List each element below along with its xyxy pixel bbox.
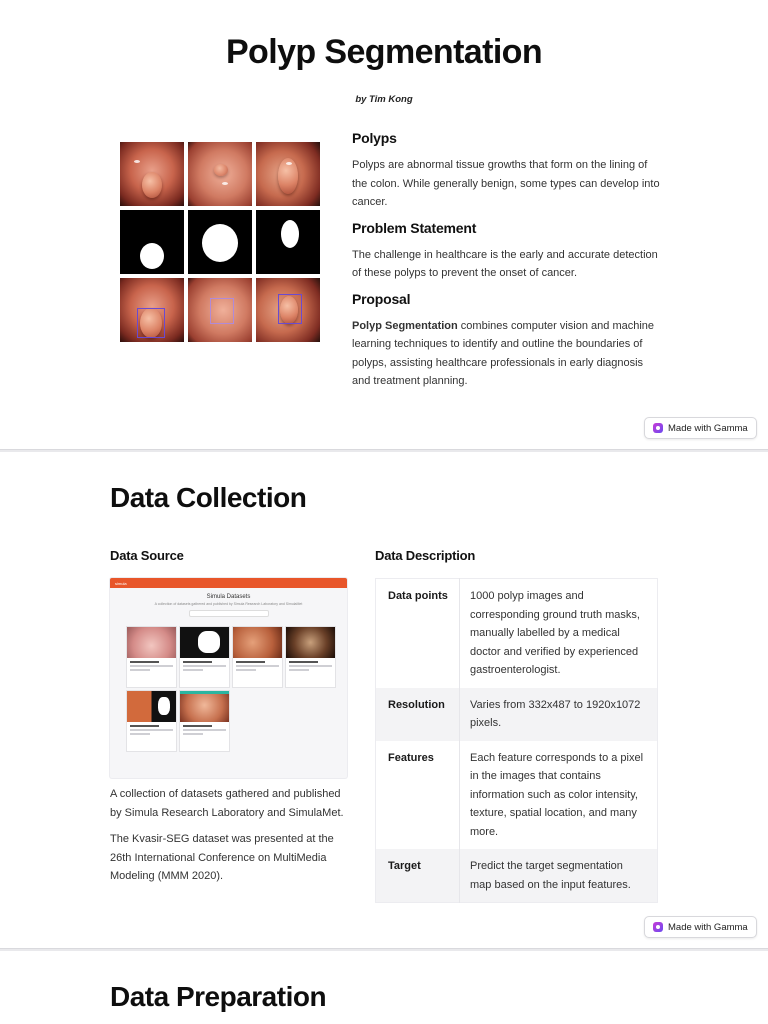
badge-label: Made with Gamma [668, 921, 748, 933]
screenshot-dataset-cards [126, 626, 338, 752]
row-key: Features [376, 741, 460, 850]
row-key: Target [376, 849, 460, 903]
row-value: Predict the target segmentation map based on the input features. [460, 849, 658, 903]
section-heading: Problem Statement [352, 219, 477, 236]
row-value: Varies from 332x487 to 1920x1072 pixels. [460, 688, 658, 741]
slide-title: Polyp Segmentation [225, 33, 543, 71]
section-heading: Polyps [352, 130, 397, 146]
dataset-card [285, 626, 336, 688]
section-body: The challenge in healthcare is the early and accurate detection of these polyps to prevent the onset of cancer. [352, 248, 658, 279]
row-value: Each feature corresponds to a pixel in the images that contains information such as color intensity, texture, spatial location, and many more. [470, 751, 644, 838]
annotated-image [120, 278, 184, 342]
row-key: Data points [376, 579, 460, 688]
body-text: combines computer vision and machine learning techniques to identify and outline the boundaries of polyps, assisting healthcare professionals in early diagnosis and treatment planning. [352, 319, 655, 387]
made-with-gamma-button[interactable] [644, 916, 757, 938]
badge-label: Made with Gamma [668, 422, 748, 434]
segmentation-mask [256, 210, 320, 274]
proposal-section [352, 291, 662, 391]
dataset-card [179, 690, 230, 752]
annotated-image [256, 278, 320, 342]
slide-polyp-segmentation [0, 0, 768, 450]
polyps-section [352, 130, 662, 212]
row-value: 1000 polyp images and corresponding ground truth masks, manually labelled by a medical doctor and verified by experienced gastroenterologist. [470, 590, 640, 676]
screenshot-title: Simula Datasets [206, 594, 251, 600]
problem-section [352, 220, 662, 283]
author-line: by Tim Kong [355, 94, 413, 105]
dataset-card [232, 626, 283, 688]
data-description-heading: Data Description [375, 548, 476, 563]
data-source-heading: Data Source [110, 548, 184, 563]
intro-text-column [352, 130, 662, 391]
table-row [376, 688, 658, 741]
section-heading: Proposal [352, 290, 411, 307]
gamma-logo-icon [653, 922, 663, 932]
dataset-card [126, 626, 177, 688]
data-source-text [110, 785, 350, 886]
source-paragraph: The Kvasir-SEG dataset was presented at the 26th International Conference on MultiMedia Modeling (MMM 2020). [110, 833, 334, 882]
endoscopy-image [120, 142, 184, 206]
section-body: Polyps are abnormal tissue growths that form on the lining of the colon. While generally benign, some types can develop into cancer. [352, 159, 660, 208]
screenshot-header-bar: simula [110, 578, 347, 588]
endoscopy-image [256, 142, 320, 206]
dataset-card [126, 690, 177, 752]
section-body [352, 317, 662, 391]
gamma-logo-icon [653, 423, 663, 433]
dataset-card [179, 626, 230, 688]
slide-title: Data Preparation [110, 981, 327, 1012]
screenshot-search-box [189, 610, 269, 617]
annotated-image [188, 278, 252, 342]
slide-data-collection [0, 452, 768, 949]
polyp-image-grid [120, 142, 321, 342]
source-paragraph: A collection of datasets gathered and published by Simula Research Laboratory and SimulaMet. [110, 788, 344, 819]
data-description-table [375, 578, 658, 903]
segmentation-mask [188, 210, 252, 274]
slide-title: Data Collection [110, 482, 307, 513]
made-with-gamma-button[interactable] [644, 417, 757, 439]
endoscopy-image [188, 142, 252, 206]
slide-data-preparation [0, 951, 768, 1024]
screenshot-subtitle: A collection of datasets gathered and published by Simula Research Laboratory and SimulaMet [154, 602, 303, 606]
row-key: Resolution [376, 688, 460, 741]
bold-term: Polyp Segmentation [352, 319, 458, 332]
table-row [376, 579, 658, 688]
table-row [376, 849, 658, 903]
segmentation-mask [120, 210, 184, 274]
simula-datasets-screenshot [110, 578, 347, 778]
table-row [376, 741, 658, 850]
